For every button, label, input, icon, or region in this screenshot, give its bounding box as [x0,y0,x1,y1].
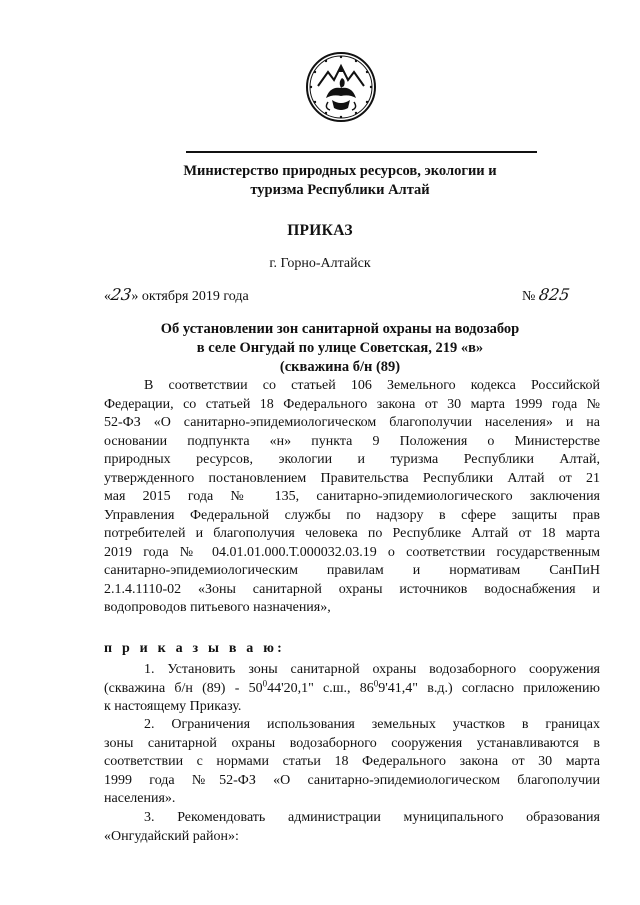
preamble-line: водопроводов питьевого назначения», [104,600,331,615]
title-line: Об установлении зон санитарной охраны на водозабор [160,321,520,337]
item-3-line: 3. Рекомендовать администрации муниципального образования [144,810,600,825]
degree-sup: 0 [373,679,379,688]
document-city: г. Горно-Алтайск [269,256,371,271]
preamble-line: Управления Федеральной службы по надзору в сфере защиты прав [104,507,600,523]
title-line: в селе Онгудай по улице Советская, 219 «в» [196,340,484,356]
date-day-handwritten: 23 [109,285,133,304]
number-label: № [522,289,536,304]
preamble-line: санитарно-эпидемиологическим правилам и нормативам СанПиН [104,563,600,578]
number-value-handwritten: 825 [537,285,571,304]
header-divider [186,151,537,153]
ministry-line: Министерство природных ресурсов, экологии и [183,163,497,179]
item-1-line [104,680,600,699]
preamble-line: потребителей и благополучия человека по Республике Алтай от 18 марта [104,526,600,541]
title-line: (скважина б/н (89) [279,359,401,375]
decree-word: п р и к а з ы в а ю: [104,641,285,656]
item-2-line: соответствии с нормами статьи 18 Федерального закона от 30 марта [104,754,600,769]
preamble-line: 2019 года № 04.01.01.000.Т.000032.03.19 о соответствии государственным [104,544,600,560]
degree-sup: 0 [262,679,268,688]
item-3-paragraph [104,809,600,846]
item-2-line: зоны санитарной охраны водозаборного сооружения устанавливаются в [104,735,600,751]
date-open-quote: « [104,289,111,304]
document-date [104,285,249,305]
preamble-line: основании подпункта «н» пункта 9 Положения о Министерстве [104,433,600,449]
preamble-paragraph [104,377,600,618]
item-1-line: к настоящему Приказу. [104,699,242,714]
preamble-line: Федерации, со статьей 18 Федерального закона от 30 марта 1999 года № [104,396,600,412]
item-1-coords-b: 44'20,1" с.ш., 86 [267,680,374,696]
date-rest: » октября 2019 года [131,289,249,304]
item-2-paragraph [104,716,600,809]
document-type: ПРИКАЗ [287,222,353,239]
item-2-line: населения». [104,791,176,806]
item-1-coords-c: 9'41,4" в.д.) согласно приложению [378,680,600,696]
preamble-line: 52-ФЗ «О санитарно-эпидемиологическом благополучии населения» и на [104,415,600,430]
preamble-line: утвержденного постановлением Правительства Республики Алтай от 21 [104,470,600,486]
preamble-line: В соответствии со статьей 106 Земельного кодекса Российской [144,378,600,393]
item-2-line: 2. Ограничения использования земельных участков в границах [144,717,600,732]
preamble-line: 2.1.4.1110-02 «Зоны санитарной охраны источников водоснабжения и [104,581,600,597]
item-1-paragraph [104,661,600,717]
preamble-line: природных ресурсов, экологии и туризма Республики Алтай, [104,452,600,467]
preamble-line: мая 2015 года № 135, санитарно-эпидемиологического заключения [104,489,600,504]
document-title [140,320,540,377]
ministry-name [150,162,530,200]
item-1-line: 1. Установить зоны санитарной охраны водозаборного сооружения [144,662,600,677]
ministry-line: туризма Республики Алтай [250,182,430,198]
item-3-line: «Онгудайский район»: [104,828,239,844]
document-number [522,285,569,305]
item-1-coords-a: (скважина б/н (89) - 50 [104,680,263,696]
coat-of-arms-emblem [304,50,378,124]
item-2-line: 1999 года №52-ФЗ «О санитарно-эпидемиологическом благополучии [104,772,600,788]
